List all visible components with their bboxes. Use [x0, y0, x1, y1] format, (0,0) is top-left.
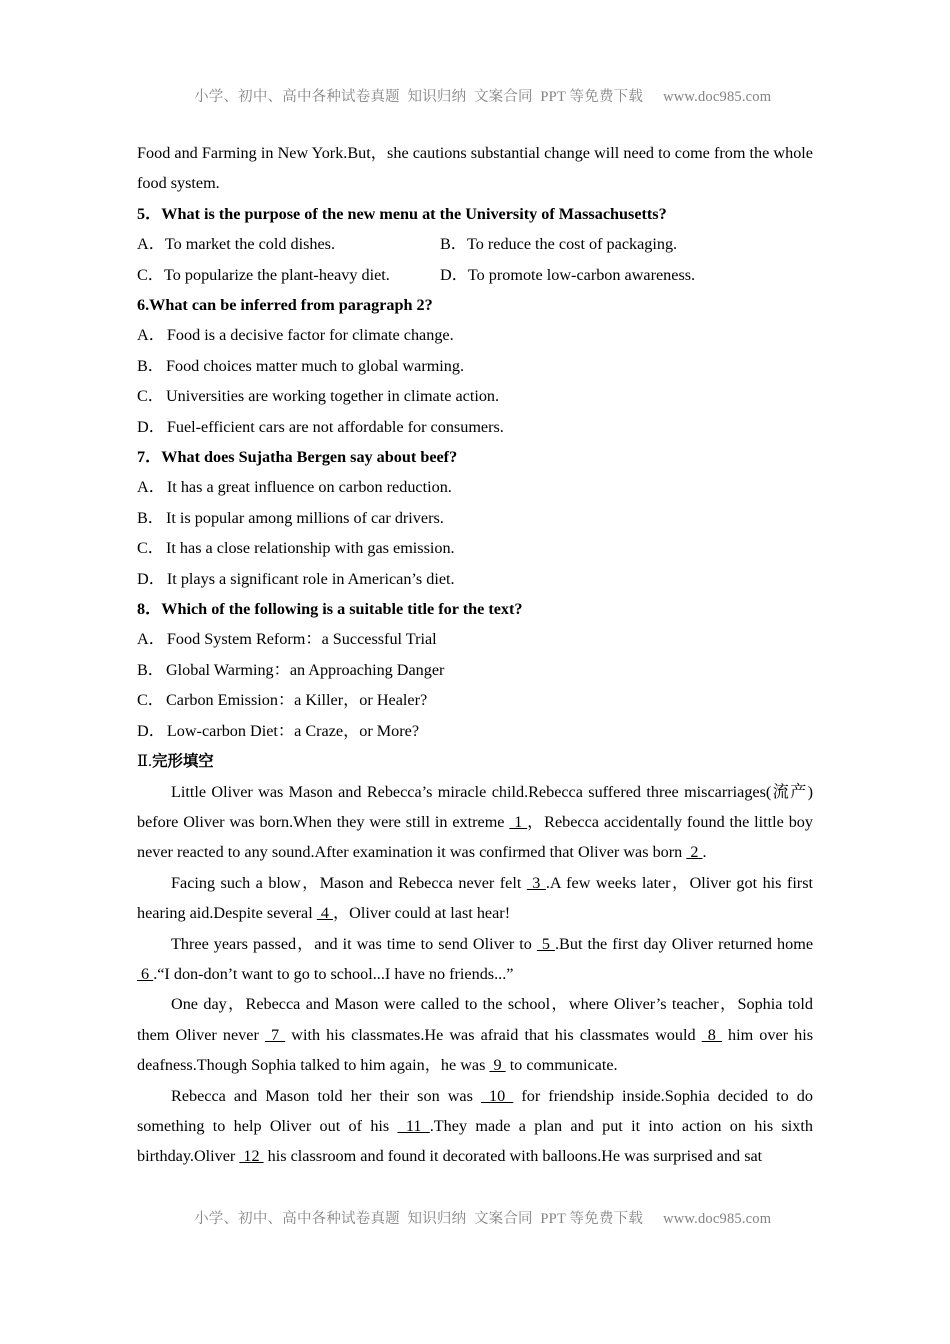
option-label: A．: [137, 478, 165, 497]
option-label: D．: [440, 265, 468, 284]
section-heading-cloze: [137, 746, 813, 776]
cloze-blank[interactable]: 4: [316, 904, 333, 923]
option-8-a[interactable]: [137, 624, 813, 654]
option-text: Carbon Emission：a Killer，or Healer?: [165, 691, 428, 710]
option-8-b[interactable]: [137, 655, 813, 685]
option-7-b[interactable]: [137, 503, 813, 533]
cloze-blank[interactable]: 1: [509, 812, 528, 831]
cloze-text: to communicate.: [505, 1056, 618, 1075]
section-dot: .: [148, 752, 153, 771]
option-label: C．: [137, 691, 164, 710]
option-text: Global Warming：an Approaching Danger: [165, 660, 445, 679]
option-label: B．: [137, 356, 164, 375]
cloze-text: Three years passed，and it was time to send Oliver to: [171, 934, 537, 953]
cloze-blank[interactable]: 7: [264, 1025, 286, 1044]
option-text: Food System Reform：a Successful Trial: [166, 630, 437, 649]
question-stem-5: 5．What is the purpose of the new menu at the University of Massachusetts?: [137, 204, 667, 223]
option-8-c[interactable]: [137, 685, 813, 715]
cloze-text: One day，Rebecca and Mason were called to the school，where Oliver’s teacher，Sophia told them Oliver never: [137, 995, 813, 1044]
option-text: To promote low-carbon awareness.: [467, 265, 696, 284]
watermark-site: www.doc985.com: [663, 89, 772, 105]
option-text: It has a close relationship with gas emission.: [165, 539, 455, 558]
page-header-watermark: [0, 68, 950, 123]
section-numeral: Ⅱ: [137, 752, 149, 771]
option-text: It has a great influence on carbon reduction.: [166, 478, 452, 497]
option-5-d[interactable]: [440, 260, 695, 290]
cloze-blank[interactable]: 9: [489, 1056, 506, 1075]
cloze-paragraph: [137, 929, 813, 990]
option-5-c[interactable]: [137, 260, 390, 290]
cloze-blank[interactable]: 5: [536, 934, 555, 953]
cloze-paragraph: [137, 989, 813, 1080]
option-label: D．: [137, 569, 165, 588]
option-label: C．: [137, 539, 164, 558]
question-stem-8: 8．Which of the following is a suitable title for the text?: [137, 600, 523, 619]
option-text: Fuel-efficient cars are not affordable for consumers.: [166, 417, 504, 436]
option-7-a[interactable]: [137, 472, 813, 502]
option-text: Food is a decisive factor for climate change.: [166, 326, 454, 345]
cloze-text: Facing such a blow，Mason and Rebecca never felt: [171, 873, 527, 892]
option-label: D．: [137, 721, 165, 740]
section-title-text: 完形填空: [152, 752, 214, 771]
option-7-c[interactable]: [137, 533, 813, 563]
cloze-text: him over his deafness.Though Sophia talked to him again，he was: [137, 1025, 814, 1075]
option-label: A．: [137, 235, 165, 254]
cloze-text: .A few weeks later，Oliver got his first hearing aid.Despite several: [137, 873, 813, 923]
option-8-d[interactable]: [137, 716, 813, 746]
cloze-text: with his classmates.He was afraid that his classmates would: [285, 1025, 702, 1044]
cloze-text: .But the first day Oliver returned home: [555, 934, 813, 953]
option-6-a[interactable]: [137, 320, 813, 350]
option-5-b[interactable]: [440, 229, 677, 259]
cloze-text: .“I don-don’t want to go to school...I have no friends...”: [153, 964, 514, 983]
lead-paragraph: Food and Farming in New York.But，she cautions substantial change will need to come from the whole food system.: [137, 144, 813, 193]
document-body: [137, 138, 813, 1172]
cloze-blank[interactable]: 11: [397, 1116, 430, 1135]
option-label: C．: [137, 265, 164, 284]
cloze-text: .: [702, 843, 707, 862]
option-6-c[interactable]: [137, 381, 813, 411]
option-text: Low-carbon Diet：a Craze，or More?: [166, 721, 420, 740]
option-5-a[interactable]: [137, 229, 335, 259]
option-text: It plays a significant role in American’s diet.: [166, 569, 455, 588]
cloze-blank[interactable]: 10: [480, 1086, 514, 1105]
cloze-blank[interactable]: 3: [526, 873, 546, 892]
cloze-paragraph: [137, 868, 813, 929]
option-label: B．: [137, 508, 164, 527]
cloze-text: Rebecca and Mason told her their son was: [171, 1086, 481, 1105]
cloze-text: .They made a plan and put it into action on his sixth birthday.Oliver: [137, 1116, 813, 1166]
cloze-text: his classroom and found it decorated with balloons.He was surprised and sat: [263, 1147, 763, 1166]
watermark-text: 小学、初中、高中各种试卷真题 知识归纳 文案合同 PPT 等免费下载: [194, 89, 644, 105]
question-stem-7: 7．What does Sujatha Bergen say about beef?: [137, 448, 458, 467]
option-text: Universities are working together in climate action.: [165, 387, 500, 406]
page-footer-watermark: [0, 1190, 950, 1245]
cloze-paragraph: [137, 1081, 813, 1172]
option-text: It is popular among millions of car drivers.: [165, 508, 444, 527]
option-label: A．: [137, 326, 165, 345]
cloze-text: ，Oliver could at last hear!: [332, 904, 511, 923]
question-stem-6: 6.What can be inferred from paragraph 2?: [137, 296, 433, 314]
option-6-d[interactable]: [137, 412, 813, 442]
cloze-text: for friendship inside.Sophia decided to do something to help Oliver out of his: [137, 1086, 813, 1135]
option-label: B．: [440, 235, 467, 254]
cloze-paragraph: [137, 777, 813, 868]
cloze-text: Little Oliver was Mason and Rebecca’s miracle child.Rebecca suffered three miscarriages(流产) before Oliver was born.When they were still in extreme: [137, 782, 813, 831]
option-text: To market the cold dishes.: [164, 235, 336, 254]
cloze-blank[interactable]: 12: [239, 1147, 264, 1166]
watermark-text: 小学、初中、高中各种试卷真题 知识归纳 文案合同 PPT 等免费下载: [194, 1211, 644, 1227]
watermark-site: www.doc985.com: [663, 1211, 772, 1227]
option-6-b[interactable]: [137, 351, 813, 381]
option-text: To popularize the plant-heavy diet.: [163, 265, 390, 284]
option-7-d[interactable]: [137, 564, 813, 594]
option-row-5-cd: [137, 260, 813, 290]
option-label: C．: [137, 387, 164, 406]
option-label: B．: [137, 660, 164, 679]
option-row-5-ab: [137, 229, 813, 259]
option-text: Food choices matter much to global warming.: [165, 356, 465, 375]
option-text: To reduce the cost of packaging.: [466, 235, 678, 254]
cloze-blank[interactable]: 8: [701, 1025, 722, 1044]
cloze-blank[interactable]: 6: [137, 964, 154, 983]
option-label: A．: [137, 630, 165, 649]
cloze-text: ，Rebecca accidentally found the little boy never reacted to any sound.After examination it was confirmed that Oliver was born: [137, 812, 813, 862]
option-label: D．: [137, 417, 165, 436]
cloze-blank[interactable]: 2: [686, 843, 703, 862]
